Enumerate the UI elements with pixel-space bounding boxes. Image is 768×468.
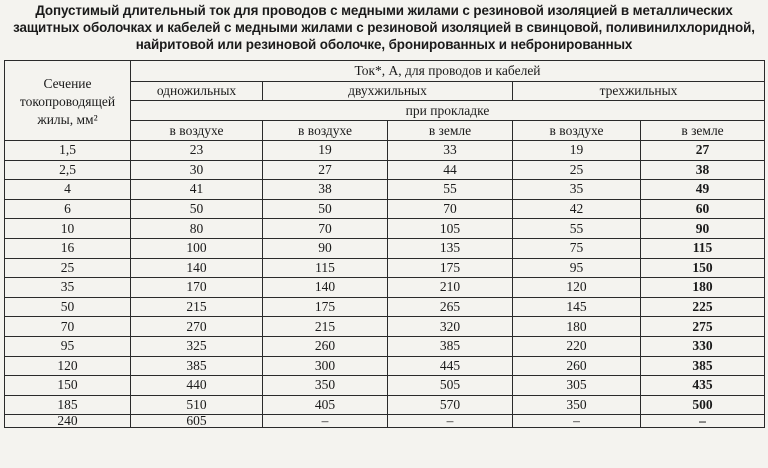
cell-triple-ground: 38 xyxy=(641,160,765,180)
table-row xyxy=(5,160,765,180)
cell-section: 95 xyxy=(5,336,131,356)
cell-triple-ground: 180 xyxy=(641,278,765,298)
current-header: Ток*, А, для проводов и кабелей xyxy=(131,61,765,82)
cell-single-air: 325 xyxy=(131,336,263,356)
group-single-header: одножильных xyxy=(131,82,263,101)
table-row xyxy=(5,356,765,376)
cell-double-air: 350 xyxy=(263,376,388,396)
cell-single-air: 140 xyxy=(131,258,263,278)
cell-triple-air: 220 xyxy=(513,336,641,356)
sub-header-single-air: в воздухе xyxy=(131,121,263,141)
cell-triple-ground: 275 xyxy=(641,317,765,337)
caption-line-2: защитных оболочках и кабелей с медными жилами с резиновой изоляцией в свинцовой, поливинилхлоридной, xyxy=(13,20,755,35)
group-triple-header: трехжильных xyxy=(513,82,765,101)
cell-triple-ground: 60 xyxy=(641,199,765,219)
cell-single-air: 270 xyxy=(131,317,263,337)
cell-triple-ground: 330 xyxy=(641,336,765,356)
cell-section: 6 xyxy=(5,199,131,219)
cell-triple-ground: 225 xyxy=(641,297,765,317)
cell-triple-air: 260 xyxy=(513,356,641,376)
table-row xyxy=(5,376,765,396)
cell-double-air: 405 xyxy=(263,395,388,415)
cell-section: 16 xyxy=(5,238,131,258)
cell-section: 150 xyxy=(5,376,131,396)
cell-double-air: 140 xyxy=(263,278,388,298)
caption-line-1: Допустимый длительный ток для проводов с медными жилами с резиновой изоляцией в металлических xyxy=(35,3,733,18)
cell-double-air: 70 xyxy=(263,219,388,239)
table-row xyxy=(5,219,765,239)
cell-section: 10 xyxy=(5,219,131,239)
group-double-header: двухжильных xyxy=(263,82,513,101)
sub-header-double-ground: в земле xyxy=(388,121,513,141)
cell-double-air: 50 xyxy=(263,199,388,219)
cell-section: 2,5 xyxy=(5,160,131,180)
cell-double-ground: – xyxy=(388,415,513,428)
cell-double-ground: 320 xyxy=(388,317,513,337)
cell-triple-ground: 27 xyxy=(641,141,765,161)
cell-triple-ground: 90 xyxy=(641,219,765,239)
cell-section: 50 xyxy=(5,297,131,317)
cell-double-air: 175 xyxy=(263,297,388,317)
laying-header: при прокладке xyxy=(131,101,765,121)
cell-double-ground: 505 xyxy=(388,376,513,396)
sub-header-triple-ground: в земле xyxy=(641,121,765,141)
cell-single-air: 100 xyxy=(131,238,263,258)
table-row xyxy=(5,199,765,219)
current-table xyxy=(4,60,765,428)
cell-double-air: 19 xyxy=(263,141,388,161)
cell-double-ground: 570 xyxy=(388,395,513,415)
cell-triple-air: 55 xyxy=(513,219,641,239)
caption-line-3: найритовой или резиновой оболочке, бронированных и небронированных xyxy=(135,37,633,52)
cell-double-air: 300 xyxy=(263,356,388,376)
cell-double-ground: 70 xyxy=(388,199,513,219)
table-caption xyxy=(0,2,768,53)
cell-single-air: 30 xyxy=(131,160,263,180)
cell-single-air: 41 xyxy=(131,180,263,200)
table-row xyxy=(5,395,765,415)
cell-section: 120 xyxy=(5,356,131,376)
cell-double-ground: 445 xyxy=(388,356,513,376)
cell-double-air: 38 xyxy=(263,180,388,200)
cell-double-air: 260 xyxy=(263,336,388,356)
cell-single-air: 215 xyxy=(131,297,263,317)
cell-double-ground: 265 xyxy=(388,297,513,317)
cell-single-air: 510 xyxy=(131,395,263,415)
cell-section: 4 xyxy=(5,180,131,200)
cell-single-air: 80 xyxy=(131,219,263,239)
cell-single-air: 23 xyxy=(131,141,263,161)
cell-triple-air: 25 xyxy=(513,160,641,180)
cell-triple-air: 120 xyxy=(513,278,641,298)
table-row xyxy=(5,297,765,317)
table-row xyxy=(5,336,765,356)
cell-section: 35 xyxy=(5,278,131,298)
cell-single-air: 440 xyxy=(131,376,263,396)
cell-double-ground: 175 xyxy=(388,258,513,278)
cell-section: 25 xyxy=(5,258,131,278)
cell-triple-ground: 500 xyxy=(641,395,765,415)
cell-double-air: – xyxy=(263,415,388,428)
table-row xyxy=(5,141,765,161)
table-row xyxy=(5,415,765,428)
cell-triple-ground: 435 xyxy=(641,376,765,396)
cell-double-ground: 105 xyxy=(388,219,513,239)
cell-section: 70 xyxy=(5,317,131,337)
table-body xyxy=(5,141,765,428)
cell-triple-air: – xyxy=(513,415,641,428)
cell-triple-air: 35 xyxy=(513,180,641,200)
cell-single-air: 605 xyxy=(131,415,263,428)
cell-double-ground: 385 xyxy=(388,336,513,356)
cell-single-air: 170 xyxy=(131,278,263,298)
cell-double-air: 215 xyxy=(263,317,388,337)
cell-triple-ground: 115 xyxy=(641,238,765,258)
cell-section: 1,5 xyxy=(5,141,131,161)
cell-triple-air: 145 xyxy=(513,297,641,317)
cell-double-ground: 33 xyxy=(388,141,513,161)
cell-triple-ground: – xyxy=(641,415,765,428)
table-row xyxy=(5,317,765,337)
sub-header-triple-air: в воздухе xyxy=(513,121,641,141)
table-row xyxy=(5,180,765,200)
cell-triple-air: 180 xyxy=(513,317,641,337)
section-header: Сечение токопроводящей жилы, мм² xyxy=(5,61,131,141)
table-row xyxy=(5,258,765,278)
cell-triple-ground: 385 xyxy=(641,356,765,376)
cell-double-ground: 44 xyxy=(388,160,513,180)
cell-triple-air: 95 xyxy=(513,258,641,278)
cell-double-ground: 135 xyxy=(388,238,513,258)
cell-triple-ground: 49 xyxy=(641,180,765,200)
cell-section: 240 xyxy=(5,415,131,428)
cell-double-ground: 210 xyxy=(388,278,513,298)
sub-header-double-air: в воздухе xyxy=(263,121,388,141)
table-row xyxy=(5,278,765,298)
table-row xyxy=(5,238,765,258)
cell-triple-air: 42 xyxy=(513,199,641,219)
cell-single-air: 50 xyxy=(131,199,263,219)
cell-triple-air: 350 xyxy=(513,395,641,415)
cell-double-air: 27 xyxy=(263,160,388,180)
cell-single-air: 385 xyxy=(131,356,263,376)
cell-double-air: 115 xyxy=(263,258,388,278)
cell-double-ground: 55 xyxy=(388,180,513,200)
table-header xyxy=(5,61,765,141)
cell-triple-air: 75 xyxy=(513,238,641,258)
cell-triple-air: 19 xyxy=(513,141,641,161)
cell-section: 185 xyxy=(5,395,131,415)
cell-triple-ground: 150 xyxy=(641,258,765,278)
cell-double-air: 90 xyxy=(263,238,388,258)
cell-triple-air: 305 xyxy=(513,376,641,396)
